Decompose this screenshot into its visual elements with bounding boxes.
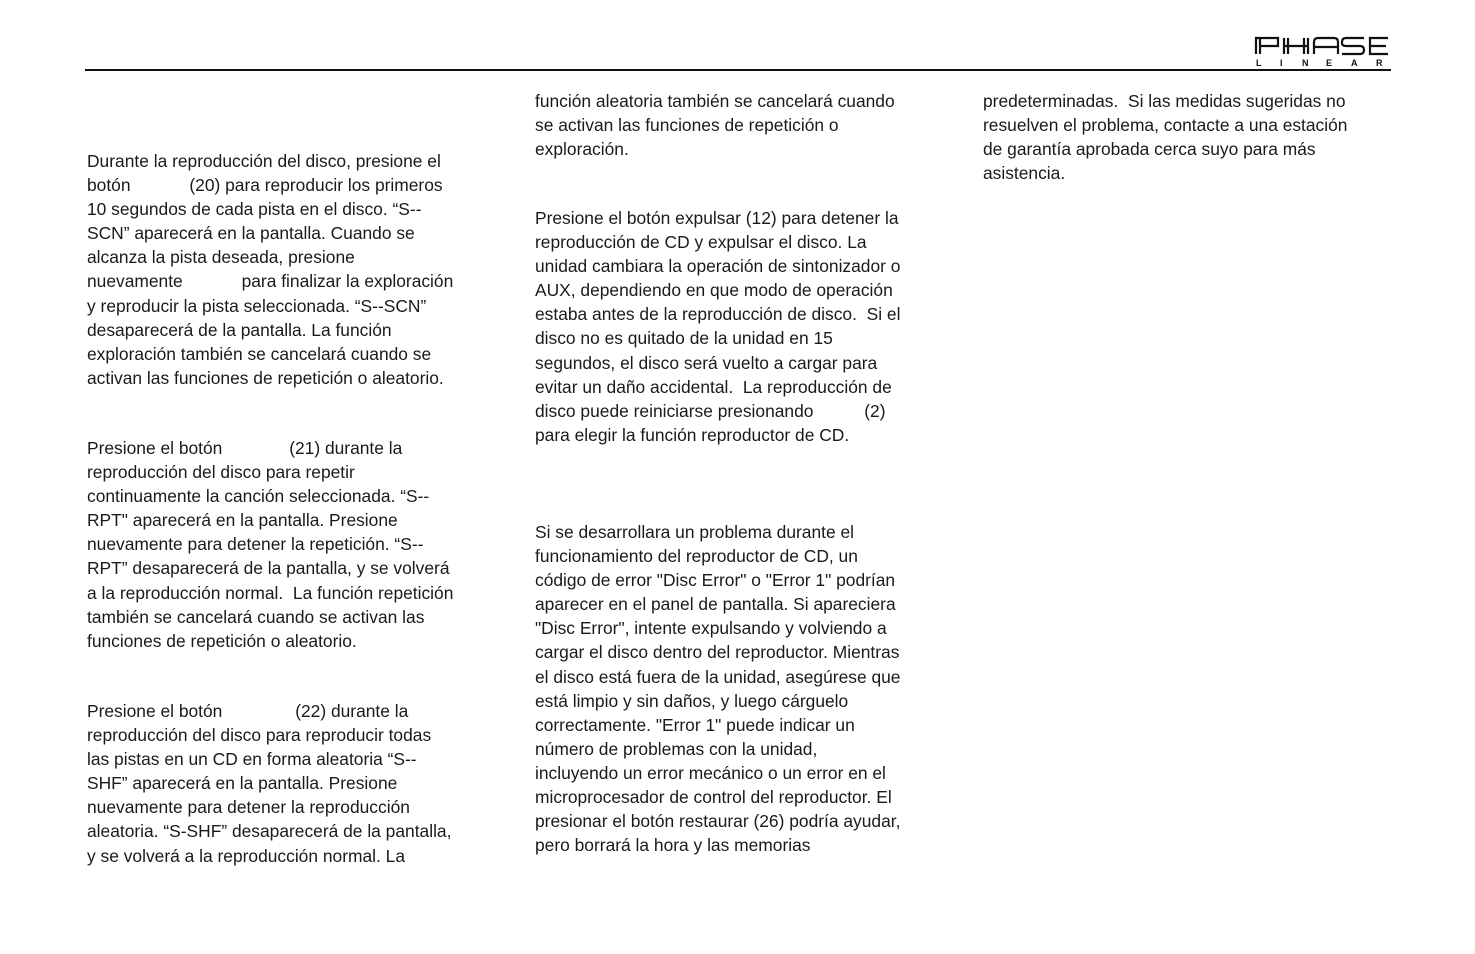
text-line: de garantía aprobada cerca suyo para más xyxy=(983,139,1316,160)
text-line: exploración también se cancelará cuando se xyxy=(87,343,432,364)
text-line: asistencia. xyxy=(983,163,1066,184)
text-line: AUX, dependiendo en que modo de operación xyxy=(535,280,893,301)
text-line: estaba antes de la reproducción de disco. Si el xyxy=(535,304,901,325)
text-line: y se volverá a la reproducción normal. La xyxy=(87,845,406,866)
text-line: Presione el botón expulsar (12) para detener la xyxy=(535,208,899,228)
text-line: pero borrará la hora y las memorias xyxy=(535,835,811,856)
paragraph-scan xyxy=(87,149,497,390)
text-line: y reproducir la pista seleccionada. “S--SCN” xyxy=(87,295,427,316)
text-line: 10 segundos de cada pista en el disco. “S-- xyxy=(87,199,422,220)
text-line: "Disc Error", intente expulsando y volviendo a xyxy=(535,618,887,639)
paragraph-repeat xyxy=(87,436,497,653)
text-line: Presione el botón (21) durante la xyxy=(87,438,403,458)
header-rule xyxy=(85,69,1391,71)
text-line: unidad cambiara la operación de sintonizador o xyxy=(535,256,901,277)
column-3 xyxy=(983,89,1393,185)
column-2-top xyxy=(535,89,945,161)
paragraph-error xyxy=(535,520,947,857)
text-line: incluyendo un error mecánico o un error en el xyxy=(535,762,886,783)
text-line: SHF” aparecerá en la pantalla. Presione xyxy=(87,773,398,794)
text-line: segundos, el disco será vuelto a cargar para xyxy=(535,352,878,373)
column-1-shuffle xyxy=(87,699,497,868)
text-line: exploración. xyxy=(535,139,629,160)
text-line: aparecer en el panel de pantalla. Si apareciera xyxy=(535,594,896,615)
text-line: disco puede reiniciarse presionando (2) xyxy=(535,400,886,421)
svg-text:R: R xyxy=(1376,58,1383,68)
text-line: reproducción del disco para reproducir todas xyxy=(87,725,432,746)
column-1-repeat xyxy=(87,436,497,653)
svg-text:I: I xyxy=(1280,58,1283,68)
text-line: alcanza la pista deseada, presione xyxy=(87,247,355,268)
text-line: reproducción de CD y expulsar el disco. La xyxy=(535,232,867,253)
text-line: presionar el botón restaurar (26) podría ayudar, xyxy=(535,811,901,832)
text-line: evitar un daño accidental. La reproducción de xyxy=(535,376,892,397)
paragraph-eject xyxy=(535,206,945,447)
text-line: se activan las funciones de repetición o xyxy=(535,115,839,136)
text-line: para elegir la función reproductor de CD. xyxy=(535,424,850,445)
text-line: botón (20) para reproducir los primeros xyxy=(87,175,443,196)
text-line: función aleatoria también se cancelará cuando xyxy=(535,91,895,111)
text-line: también se cancelará cuando se activan las xyxy=(87,606,425,627)
svg-text:E: E xyxy=(1326,58,1333,68)
text-line: nuevamente para detener la reproducción xyxy=(87,797,410,818)
text-line: a la reproducción normal. La función repetición xyxy=(87,582,454,603)
text-line: nuevamente para finalizar la exploración xyxy=(87,271,454,292)
svg-text:N: N xyxy=(1302,58,1309,68)
text-line: reproducción del disco para repetir xyxy=(87,462,355,483)
column-2-error xyxy=(535,520,947,857)
column-2-eject xyxy=(535,206,945,447)
text-line: número de problemas con la unidad, xyxy=(535,738,818,759)
text-line: aleatoria. “S-SHF” desaparecerá de la pantalla, xyxy=(87,821,452,842)
text-line: Presione el botón (22) durante la xyxy=(87,701,409,721)
column-1 xyxy=(87,149,497,390)
text-line: nuevamente para detener la repetición. “S-- xyxy=(87,534,424,555)
text-line: resuelven el problema, contacte a una estación xyxy=(983,115,1348,136)
text-line: disco no es quitado de la unidad en 15 xyxy=(535,328,833,349)
text-line: continuamente la canción seleccionada. “S-- xyxy=(87,486,430,507)
text-line: funcionamiento del reproductor de CD, un xyxy=(535,546,858,567)
text-line: el disco está fuera de la unidad, asegúrese que xyxy=(535,666,901,687)
svg-text:L: L xyxy=(1256,58,1262,68)
text-line: las pistas en un CD en forma aleatoria “S-- xyxy=(87,749,417,770)
text-line: RPT" aparecerá en la pantalla. Presione xyxy=(87,510,398,531)
paragraph-error-cont xyxy=(983,89,1393,185)
text-line: está limpio y sin daños, y luego cárguelo xyxy=(535,690,849,711)
text-line: correctamente. "Error 1" puede indicar un xyxy=(535,714,855,735)
text-line: SCN” aparecerá en la pantalla. Cuando se xyxy=(87,223,415,244)
text-line: desaparecerá de la pantalla. La función xyxy=(87,319,392,340)
text-line: Si se desarrollara un problema durante el xyxy=(535,522,855,542)
phase-linear-logo xyxy=(1254,34,1390,68)
text-line: Durante la reproducción del disco, presione el xyxy=(87,151,441,171)
text-line: RPT” desaparecerá de la pantalla, y se volverá xyxy=(87,558,450,579)
svg-text:A: A xyxy=(1351,58,1358,68)
text-line: cargar el disco dentro del reproductor. Mientras xyxy=(535,642,900,663)
text-line: microprocesador de control del reproductor. El xyxy=(535,787,892,808)
text-line: funciones de repetición o aleatorio. xyxy=(87,630,357,651)
text-line: activan las funciones de repetición o aleatorio. xyxy=(87,367,444,388)
text-line: predeterminadas. Si las medidas sugeridas no xyxy=(983,91,1346,111)
paragraph-shuffle-cont xyxy=(535,89,945,161)
paragraph-shuffle xyxy=(87,699,497,868)
text-line: código de error "Disc Error" o "Error 1" podrían xyxy=(535,570,896,591)
